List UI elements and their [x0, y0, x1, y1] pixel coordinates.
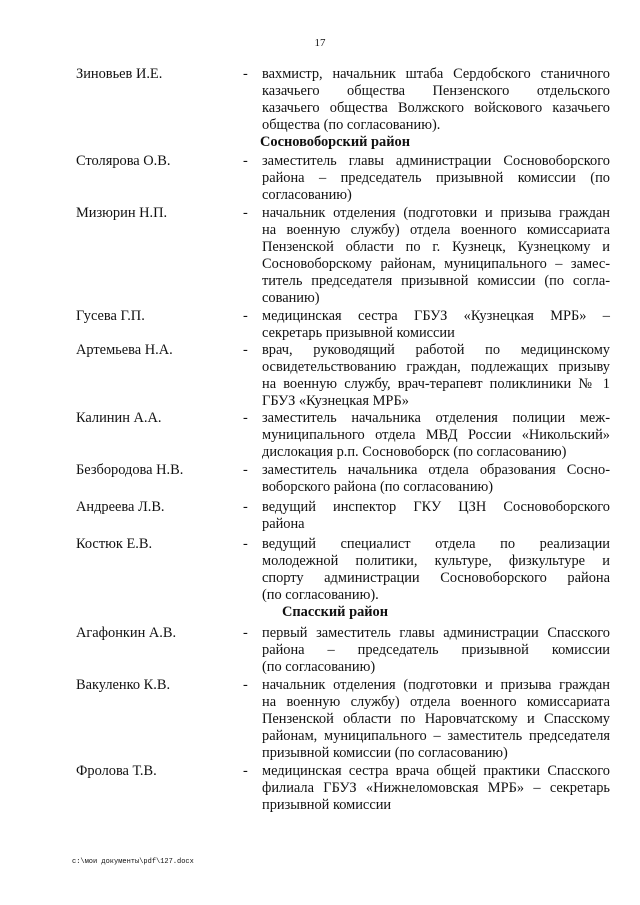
member-position	[262, 342, 610, 410]
position-line: районам, муниципального – заместитель председателя	[262, 727, 610, 744]
dash-separator: -	[243, 499, 248, 515]
position-line: призывной комиссии	[262, 796, 392, 813]
position-line: вахмистр, начальник штаба Сердобского станичного	[262, 66, 610, 82]
position-line: освидетельствованию граждан, подлежащих призыву	[262, 358, 610, 375]
position-line: дислокация р.п. Сосновоборск (по согласованию)	[262, 443, 567, 460]
position-line: воборского района (по согласованию)	[262, 478, 494, 495]
position-line: (по согласованию).	[262, 586, 379, 603]
position-line: заместитель главы администрации Сосновоборского	[262, 153, 610, 169]
page-number: 17	[314, 37, 326, 49]
position-line: района	[262, 515, 305, 532]
position-line: Пензенской области по г. Кузнецк, Кузнецкому и	[262, 238, 610, 255]
position-line: ведущий специалист отдела по реализации	[262, 536, 610, 552]
member-position	[262, 308, 610, 342]
position-line: Сосновоборскому районам, муниципального – замес-	[262, 255, 610, 272]
position-line: заместитель начальника отдела образования Сосно-	[262, 462, 610, 478]
position-line: ведущий инспектор ГКУ ЦЗН Сосновоборского	[262, 499, 610, 515]
position-line: медицинская сестра врача общей практики Спасского	[262, 763, 610, 779]
member-name: Артемьева Н.А.	[76, 342, 173, 358]
position-line: заместитель начальника отделения полиции меж-	[262, 410, 610, 426]
position-line: муниципального отдела МВД России «Никольский»	[262, 426, 610, 443]
dash-separator: -	[243, 153, 248, 169]
dash-separator: -	[243, 205, 248, 221]
position-line: филиала ГБУЗ «Нижнеломовская МРБ» – секретарь	[262, 779, 610, 796]
file-path-footer: c:\мои документы\pdf\127.docx	[72, 858, 194, 866]
member-name: Безбородова Н.В.	[76, 462, 184, 478]
position-line: начальник отделения (подготовки и призыва граждан	[262, 205, 610, 221]
dash-separator: -	[243, 410, 248, 426]
position-line: района – председатель призывной комиссии	[262, 641, 610, 658]
member-position	[262, 536, 610, 604]
dash-separator: -	[243, 342, 248, 358]
member-position	[262, 153, 610, 204]
position-line: первый заместитель главы администрации Спасского	[262, 625, 610, 641]
position-line: начальник отделения (подготовки и призыва граждан	[262, 677, 610, 693]
position-line: медицинская сестра ГБУЗ «Кузнецкая МРБ» –	[262, 308, 610, 324]
position-line: ГБУЗ «Кузнецкая МРБ»	[262, 392, 409, 409]
member-position	[262, 677, 610, 762]
position-line: сованию)	[262, 289, 320, 306]
member-position	[262, 499, 610, 533]
dash-separator: -	[243, 625, 248, 641]
dash-separator: -	[243, 536, 248, 552]
member-position	[262, 205, 610, 306]
member-position	[262, 625, 610, 676]
position-line: общества (по согласованию).	[262, 116, 441, 133]
position-line: на военную службу, врач-терапевт поликлиники № 1	[262, 375, 610, 392]
position-line: казачьего общества Пензенского отдельского	[262, 82, 610, 99]
member-name: Агафонкин А.В.	[76, 625, 177, 641]
position-line: молодежной политики, культуре, физкультуре и	[262, 552, 610, 569]
position-line: титель председателя призывной комиссии (по согла-	[262, 272, 610, 289]
position-line: призывной комиссии (по согласованию)	[262, 744, 508, 761]
member-name: Калинин А.А.	[76, 410, 162, 426]
position-line: секретарь призывной комиссии	[262, 324, 455, 341]
member-name: Андреева Л.В.	[76, 499, 165, 515]
dash-separator: -	[243, 763, 248, 779]
member-name: Вакуленко К.В.	[76, 677, 171, 693]
member-name: Фролова Т.В.	[76, 763, 157, 779]
member-name: Столярова О.В.	[76, 153, 171, 169]
member-position	[262, 66, 610, 134]
member-name: Зиновьев И.Е.	[76, 66, 163, 82]
member-name: Костюк Е.В.	[76, 536, 153, 552]
position-line: (по согласованию)	[262, 658, 376, 675]
section-heading: Спасский район	[281, 604, 389, 620]
position-line: на военную службу) отдела военного комиссариата	[262, 693, 610, 710]
dash-separator: -	[243, 462, 248, 478]
member-position	[262, 763, 610, 814]
position-line: на военную службу) отдела военного комиссариата	[262, 221, 610, 238]
position-line: казачьего общества Волжского войскового казачьего	[262, 99, 610, 116]
position-line: согласованию)	[262, 186, 352, 203]
position-line: врач, руководящий работой по медицинскому	[262, 342, 610, 358]
member-position	[262, 462, 610, 496]
member-name: Гусева Г.П.	[76, 308, 145, 324]
dash-separator: -	[243, 677, 248, 693]
position-line: Пензенской области по Наровчатскому и Спасскому	[262, 710, 610, 727]
section-heading: Сосновоборский район	[259, 134, 410, 150]
member-position	[262, 410, 610, 461]
dash-separator: -	[243, 308, 248, 324]
member-name: Мизюрин Н.П.	[76, 205, 168, 221]
dash-separator: -	[243, 66, 248, 82]
position-line: спорту администрации Сосновоборского района	[262, 569, 610, 586]
position-line: района – председатель призывной комиссии (по	[262, 169, 610, 186]
